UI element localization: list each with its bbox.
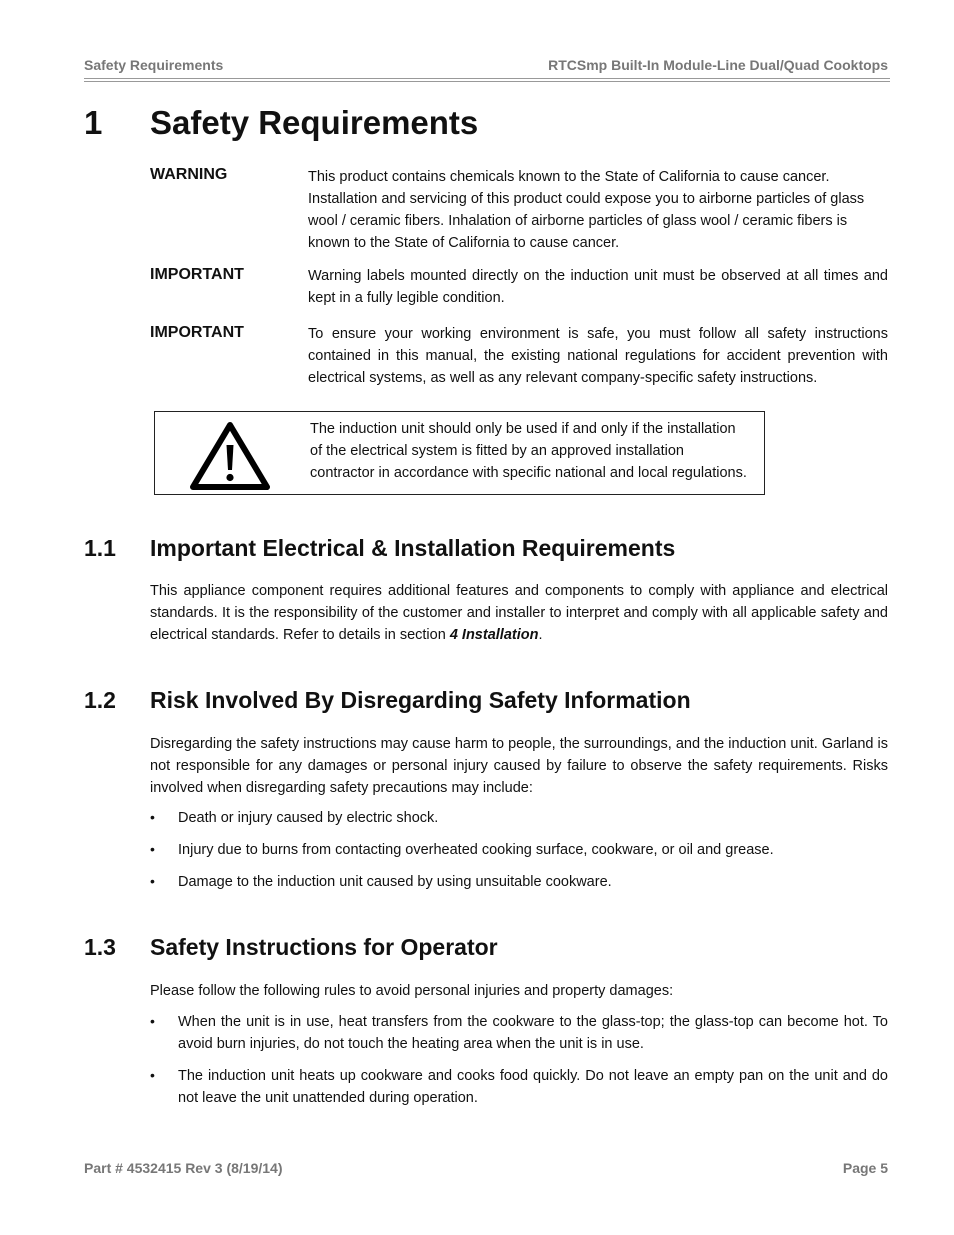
section-number: 1.1 [84, 535, 116, 561]
important-label: IMPORTANT [150, 266, 244, 283]
warning-line: Installation and servicing of this product could expose you to airborne particles of glass [308, 191, 865, 207]
section-number: 1 [84, 104, 103, 141]
important-text: To ensure your working environment is safe, you must follow all safety instructions contained in this manual, the existing national regulations for accident prevention with electrical systems, as well as any relevant company-specific safety instructions. [308, 326, 888, 386]
footer-page-number: Page 5 [842, 1160, 888, 1176]
warning-box-text [310, 418, 760, 484]
warning-text [308, 166, 888, 254]
section-paragraph: Disregarding the safety instructions may cause harm to people, the surroundings, and the induction unit. Garland is not responsible for any damages or personal injury caused by failure to observe the safety requirements. Risks involved when disregarding safety precautions may include: [150, 736, 888, 796]
section-heading: Safety Instructions for Operator [150, 934, 498, 960]
bullet-marker: • [150, 841, 155, 857]
bullet-marker: • [150, 1067, 155, 1083]
warning-box-line: The induction unit should only be used if and only if the installation [310, 421, 736, 437]
bullet-marker: • [150, 1013, 155, 1029]
paragraph-text: . [538, 627, 543, 643]
warning-box-line: of the electrical system is fitted by an approved installation [310, 443, 684, 459]
warning-box-line: contractor in accordance with specific national and local regulations. [310, 465, 747, 481]
important-label: IMPORTANT [150, 324, 244, 341]
header-rule-bottom [84, 81, 890, 82]
bullet-item: Injury due to burns from contacting overheated cooking surface, cookware, or oil and grease. [178, 842, 774, 858]
warning-line: This product contains chemicals known to the State of California to cause cancer. [308, 169, 830, 185]
page-title: Safety Requirements [150, 104, 479, 141]
section-number: 1.2 [84, 687, 116, 713]
bullet-item: Death or injury caused by electric shock. [178, 810, 439, 826]
important-text: Warning labels mounted directly on the induction unit must be observed at all times and kept in a fully legible condition. [308, 268, 888, 306]
bullet-item: When the unit is in use, heat transfers from the cookware to the glass-top; the glass-top can become hot. To avoid burn injuries, do not touch the heating area when the unit is in use. [178, 1014, 888, 1052]
section-heading: Important Electrical & Installation Requirements [150, 535, 676, 561]
header-rule-top [84, 78, 890, 79]
section-paragraph [150, 580, 888, 646]
footer-part-number: Part # 4532415 Rev 3 (8/19/14) [84, 1160, 283, 1176]
section-heading: Risk Involved By Disregarding Safety Information [150, 687, 691, 713]
warning-label: WARNING [150, 166, 228, 183]
bullet-marker: • [150, 809, 155, 825]
bullet-item: The induction unit heats up cookware and cooks food quickly. Do not leave an empty pan on the unit and do not leave the unit unattended during operation. [178, 1068, 888, 1106]
running-header-left: Safety Requirements [84, 57, 224, 73]
bullet-marker: • [150, 873, 155, 889]
running-header-right: RTCSmp Built-In Module-Line Dual/Quad Cooktops [548, 57, 888, 73]
paragraph-text: This appliance component requires additional features and components to comply with appliance and electrical standards. It is the responsibility of the customer and installer to interpret and comply with all applicable safety and electrical standards. Refer to details in section [150, 583, 888, 643]
section-paragraph: Please follow the following rules to avoid personal injuries and property damages: [150, 983, 674, 999]
warning-triangle-icon [190, 421, 270, 491]
section-reference-link[interactable]: 4 Installation [449, 627, 539, 643]
bullet-item: Damage to the induction unit caused by using unsuitable cookware. [178, 874, 612, 890]
warning-line: wool / ceramic fibers. Inhalation of airborne particles of glass wool / ceramic fibers is [308, 213, 848, 229]
warning-line: known to the State of California to cause cancer. [308, 235, 620, 251]
section-number: 1.3 [84, 934, 116, 960]
